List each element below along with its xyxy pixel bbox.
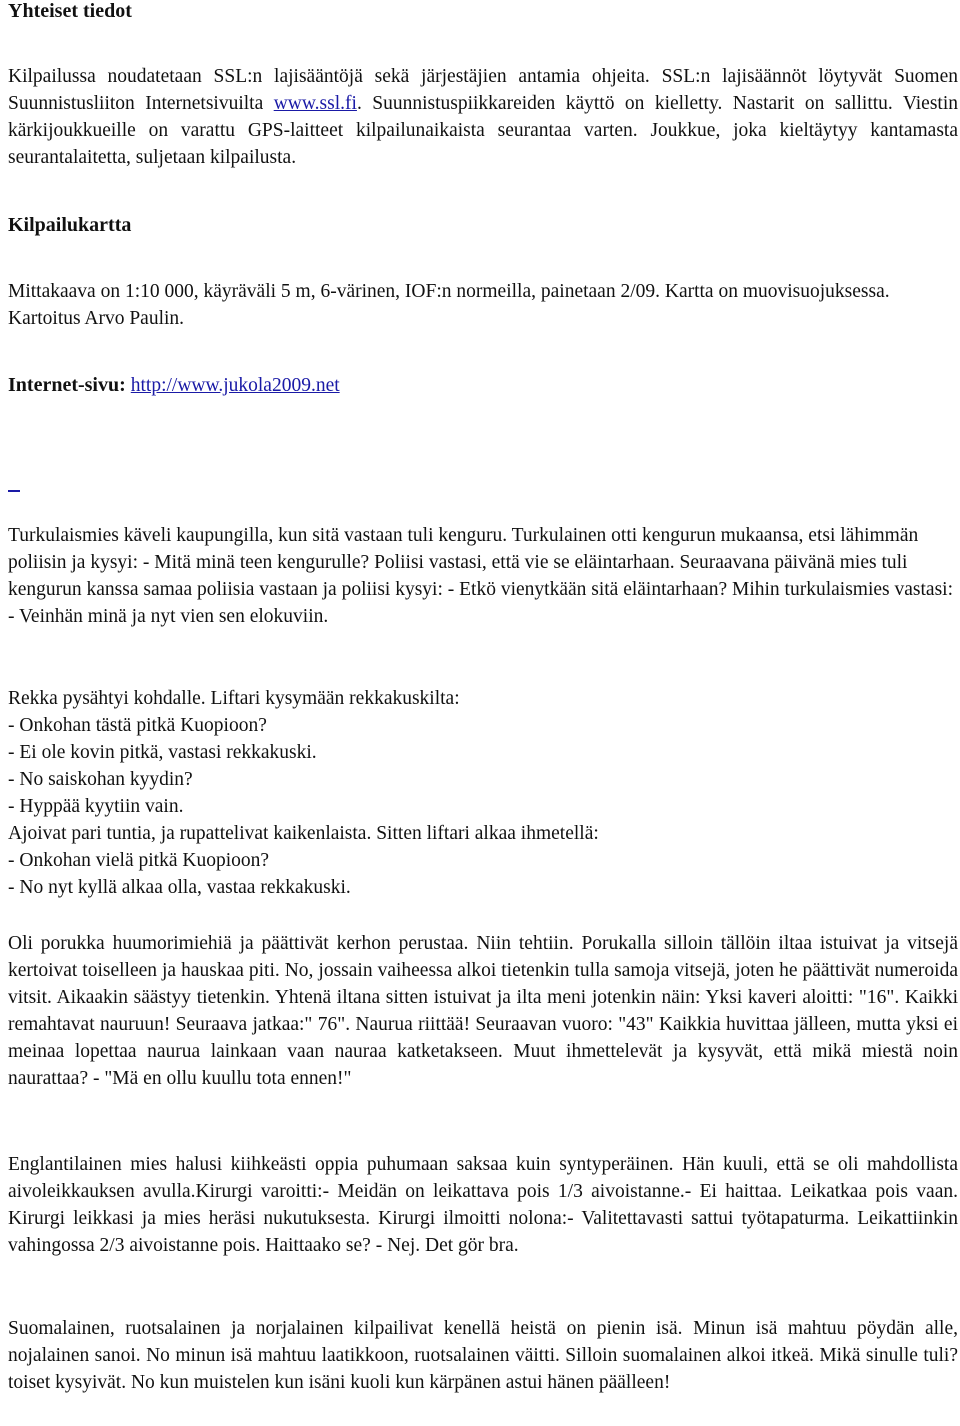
internet-line: [8, 372, 958, 399]
truck-joke-line: - Hyppää kyytiin vain.: [8, 796, 184, 817]
common-info-text-a: Kilpailussa noudatetaan SSL:n lajisääntöjä sekä järjestäjien antamia ohjeita. SSL:n lajisäännöt löytyvät Suomen Suunnistusliiton Internetsivuilta: [8, 66, 958, 114]
jukola-link[interactable]: http://www.jukola2009.net: [130, 375, 340, 396]
truck-joke-line: Ajoivat pari tuntia, ja rupattelivat kaikenlaista. Sitten liftari alkaa ihmetellä:: [8, 823, 599, 844]
kangaroo-joke: Turkulaismies käveli kaupungilla, kun sitä vastaan tuli kenguru. Turkulainen otti kengurun mukaansa, etsi lähimmän poliisin ja kysyi: - Mitä minä teen kengurulle? Poliisi vastasi, että vie se eläintarhaan. Seuraavana päivänä mies tuli kengurun kanssa samaa poliisia vastaan ja poliisi kysyi: - Etkö vienytkään sitä eläintarhaan? Mihin turkulaismies vastasi: - Veinhän minä ja nyt vien sen elokuviin.: [8, 525, 953, 627]
english-joke: Englantilainen mies halusi kiihkeästi oppia puhumaan saksaa kuin syntyperäinen. Hän kuuli, että se oli mahdollista aivoleikkauksen avulla.Kirurgi varoitti:- Meidän on leikattava pois 1/3 aivoistanne.- Ei haittaa. Leikatkaa pois vaan. Kirurgi leikkasi ja mies heräsi nukutuksesta. Kirurgi ilmoitti nolona:- Valitettavasti sattui työtapaturma. Leikattiinkin vahingossa 2/3 aivoistanne pois. Haittaako se? - Nej. Det gör bra.: [8, 1154, 958, 1256]
map-paragraph: Mittakaava on 1:10 000, käyräväli 5 m, 6-värinen, IOF:n normeilla, painetaan 2/09. Kartta on muovisuojuksessa. Kartoitus Arvo Paulin.: [8, 281, 890, 329]
truck-joke-line: - Onkohan vielä pitkä Kuopioon?: [8, 850, 270, 871]
truck-joke-line: - No nyt kyllä alkaa olla, vastaa rekkakuski.: [8, 877, 351, 898]
common-info-heading: Yhteiset tiedot: [8, 0, 132, 22]
common-info-paragraph: [8, 63, 958, 171]
map-heading: Kilpailukartta: [8, 214, 132, 236]
club-joke: Oli porukka huumorimiehiä ja päättivät kerhon perustaa. Niin tehtiin. Porukalla silloin tällöin iltaa istuivat ja vitsejä kertoivat toiselleen ja hauskaa piti. No, jossain vaiheessa alkoi tietenkin tulla samoja vitsejä, joten he päättivät numeroida vitsit. Aikaakin säästyy tietenkin. Yhtenä iltana sitten istuivat ja ilta meni jotenkin näin: Yksi kaveri aloitti: "16". Kaikki remahtavat nauruun! Seuraava jatkaa:" 76". Naurua riittää! Seuraavan vuoro: "43" Kaikkia huvittaa jälleen, mutta yksi ei meinaa lopettaa naurua lainkaan vaan nauraa katketakseen. Muut ihmettelevät ja kysyvät, että mikä miestä noin naurattaa? - "Mä en ollu kuullu tota ennen!": [8, 933, 958, 1089]
truck-joke-line: Rekka pysähtyi kohdalle. Liftari kysymään rekkakuskilta:: [8, 688, 460, 709]
truck-joke: [8, 685, 958, 901]
common-info-text-b: . Suunnistuspiikkareiden käyttö on kielletty. Nastarit on sallittu. Viestin kärkijoukkueille on varattu GPS-laitteet kilpailunaikaista seurantaa varten. Joukkue, joka kieltäytyy kantamasta seurantalaitetta, suljetaan kilpailusta.: [8, 93, 959, 168]
empty-link-marker[interactable]: [8, 490, 20, 492]
truck-joke-line: - Ei ole kovin pitkä, vastasi rekkakuski.: [8, 742, 317, 763]
truck-joke-line: - No saiskohan kyydin?: [8, 769, 193, 790]
nordic-joke: Suomalainen, ruotsalainen ja norjalainen kilpailivat kenellä heistä on pienin isä. Minun isä mahtuu pöydän alle, nojalainen sanoi. No minun isä mahtuu laatikkoon, ruotsalainen väitti. Silloin suomalainen alkoi itkeä. Mikä sinulle tuli? toiset kysyivät. No kun muistelen kun isäni kuoli kun kärpänen astui hänen päälleen!: [8, 1318, 958, 1393]
ssl-link[interactable]: www.ssl.fi: [273, 93, 357, 114]
internet-label: Internet-sivu:: [8, 374, 131, 396]
truck-joke-line: - Onkohan tästä pitkä Kuopioon?: [8, 715, 267, 736]
